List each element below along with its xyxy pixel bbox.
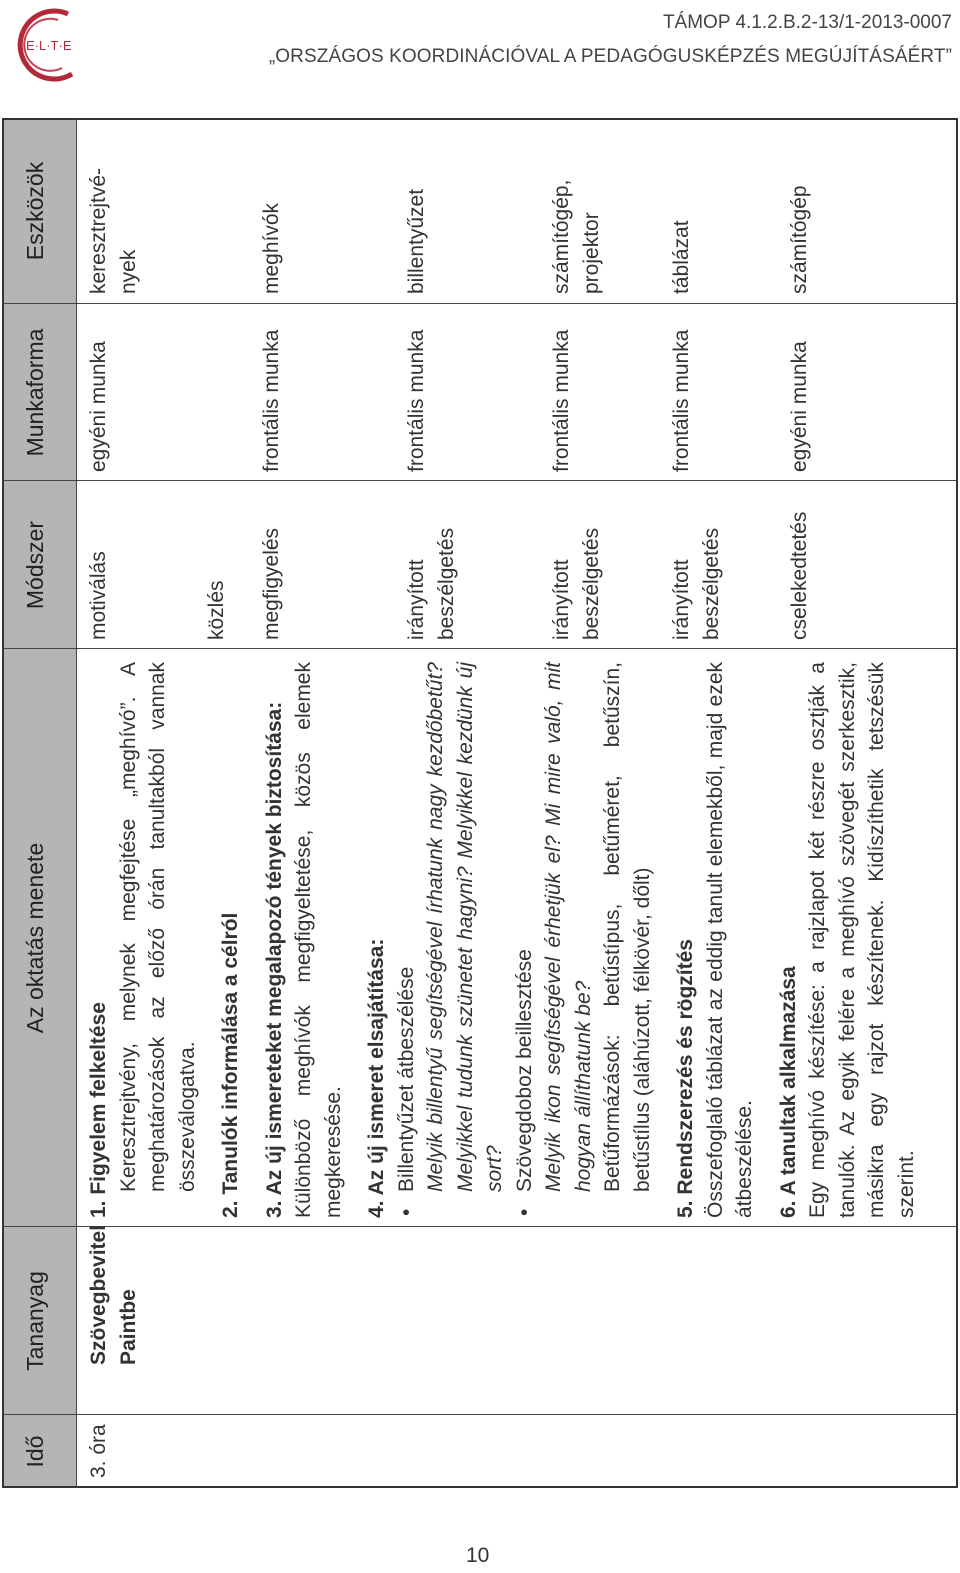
step-4-bullet-2-text: Betűformázások: betűstípus, betűméret, betűszín, betűstílus (aláhúzott, félkövér, dőlt) <box>601 662 654 1192</box>
modszer-6: cselekedtetés <box>788 511 811 640</box>
eszkozok-5: táblázat <box>670 220 693 294</box>
step-5-title: 5. Rendszerezés és rögzítés <box>674 939 697 1218</box>
column-divider <box>2 1414 958 1415</box>
modszer-1: motiválás <box>87 551 110 640</box>
eszkozok-4b: számítógép, projektor <box>550 179 603 294</box>
step-4-bullet-2: • Szövegdoboz beillesztése <box>510 662 540 1218</box>
logo-text: E·L·T·E <box>26 38 72 53</box>
header-ido: Idő <box>22 1435 48 1468</box>
munkaforma-4b: frontális munka <box>550 329 573 472</box>
column-divider <box>2 303 958 304</box>
column-divider <box>2 648 958 649</box>
cell-ido: 3. óra <box>87 1424 110 1478</box>
munkaforma-1: egyéni munka <box>87 341 110 472</box>
lesson-plan-table <box>2 118 958 1488</box>
step-6-title: 6. A tanultak alkalmazása <box>776 966 800 1218</box>
elte-logo <box>6 6 106 84</box>
eszkozok-6: számítógép <box>788 185 811 294</box>
eszkozok-1: keresztrejtvé-nyek <box>87 167 140 294</box>
modszer-4a: irányított beszélgetés <box>405 527 458 640</box>
header-modszer: Módszer <box>22 520 48 610</box>
munkaforma-5: frontális munka <box>670 329 693 472</box>
step-3-title: 3. Az új ismereteket megalapozó tények biztosítása: <box>262 701 286 1218</box>
modszer-2: közlés <box>205 580 228 640</box>
cell-tananyag: Szövegbevitel Paintbe <box>87 1224 140 1365</box>
header-tananyag: Tananyag <box>22 1271 48 1371</box>
header-menete: Az oktatás menete <box>22 842 48 1034</box>
modszer-4b: irányított beszélgetés <box>550 527 603 640</box>
step-5-text: Összefoglaló táblázat az eddig tanult elemekből, majd ezek átbeszélése. <box>703 662 756 1218</box>
step-1-text: Keresztrejtvény, melynek megfejtése „meghívó”. A meghatározások az előző órán tanultakból vannak összeválogatva. <box>116 662 199 1192</box>
eszkozok-4a: billentyűzet <box>405 188 428 294</box>
step-6-text: Egy meghívó készítése: a rajzlapot két részre osztják a tanulók. Az egyik felére a meghívó szövegét szerkesztik, másikra egy rajzot készítenek. Kidíszíthetik tetszésük szerint. <box>806 662 918 1218</box>
header-eszkozok: Eszközök <box>22 161 48 261</box>
step-4-bullet-1: • Billentyűzet átbeszélése <box>392 662 422 1218</box>
bullet-dot: • <box>512 1208 536 1216</box>
step-4-title: 4. Az új ismeret elsajátítása: <box>365 938 388 1218</box>
munkaforma-3: frontális munka <box>260 329 283 472</box>
project-title: „ORSZÁGOS KOORDINÁCIÓVAL A PEDAGÓGUSKÉPZÉS MEGÚJÍTÁSÁÉRT” <box>268 46 952 67</box>
munkaforma-4a: frontális munka <box>405 329 428 472</box>
page-number: 10 <box>466 1544 490 1567</box>
modszer-3: megfigyelés <box>260 527 283 640</box>
step-4-bullet-1-questions: Melyik billentyű segítségével írhatunk nagy kezdőbetűt? Melyikkel tudunk szünetet hagyni? Melyikkel kezdünk új sort? <box>424 662 506 1192</box>
eszkozok-3: meghívók <box>260 202 283 294</box>
project-code: TÁMOP 4.1.2.B.2-13/1-2013-0007 <box>662 12 952 33</box>
column-divider <box>2 1226 958 1227</box>
modszer-5: irányított beszélgetés <box>670 527 723 640</box>
column-divider <box>2 480 958 481</box>
step-2-title: 2. Tanulók informálása a célról <box>219 912 242 1218</box>
header-divider <box>76 118 77 1488</box>
bullet-dot: • <box>394 1208 418 1216</box>
cell-menete <box>84 662 921 1218</box>
step-4-bullet-2-questions: Melyik ikon segítségével érhetjük el? Mi mire való, mit hogyan állíthatunk be? <box>542 662 595 1192</box>
step-1-title: 1. Figyelem felkeltése <box>87 1002 110 1218</box>
step-3-text: Különböző meghívók megfigyeltetése, közös elemek megkeresése. <box>292 662 345 1218</box>
munkaforma-6: egyéni munka <box>788 341 811 472</box>
header-munkaforma: Munkaforma <box>22 328 48 457</box>
